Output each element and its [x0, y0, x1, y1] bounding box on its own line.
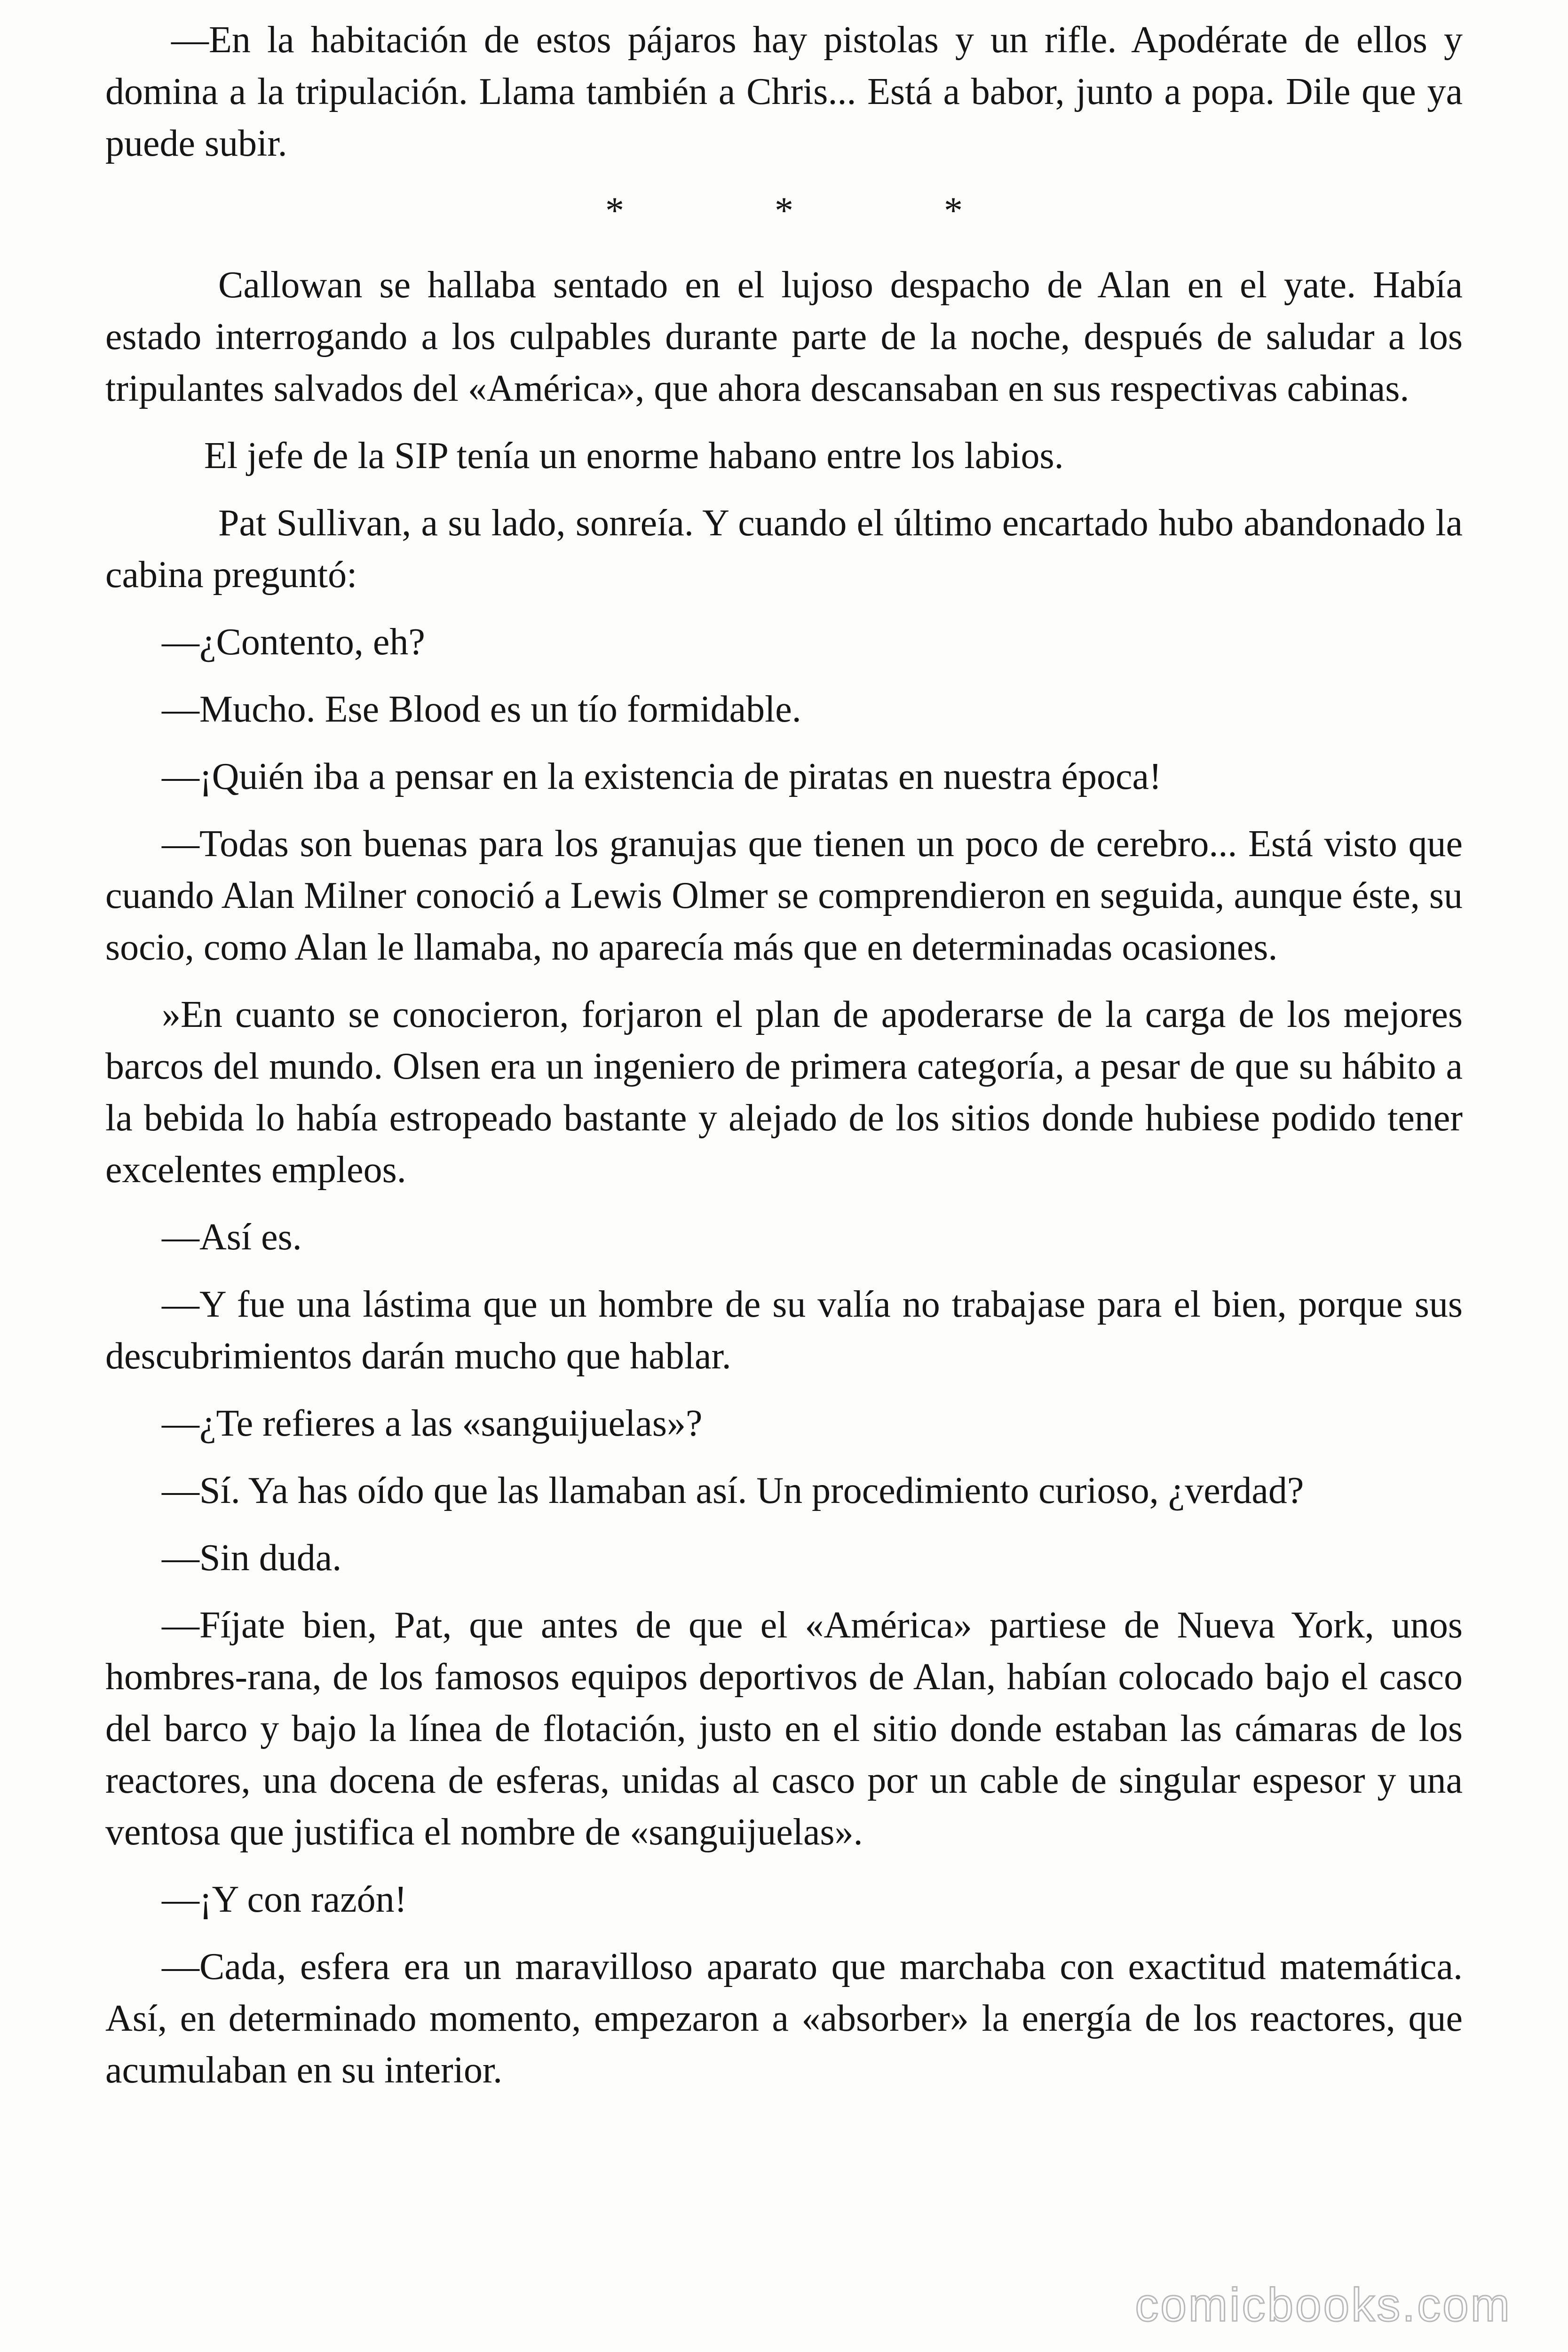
- section-separator: * * *: [605, 190, 1033, 231]
- paragraph: —Y fue una lástima que un hombre de su valía no trabajase para el bien, porque sus descubrimientos darán mucho que hablar.: [105, 1284, 1463, 1377]
- paragraph: —Todas son buenas para los granujas que tienen un poco de cerebro... Está visto que cuando Alan Milner conoció a Lewis Olmer se comprendieron en seguida, aunque éste, su socio, como Alan le llamaba, no aparecía más que en determinadas ocasiones.: [105, 823, 1463, 968]
- paragraph: Pat Sullivan, a su lado, sonreía. Y cuando el último encartado hubo abandonado la cabina preguntó:: [105, 502, 1463, 596]
- paragraph: —En la habitación de estos pájaros hay pistolas y un rifle. Apodérate de ellos y domina a la tripulación. Llama también a Chris... Está a babor, junto a popa. Dile que ya puede subir.: [105, 19, 1463, 164]
- paragraph: —Sin duda.: [162, 1537, 342, 1579]
- paragraph: —Sí. Ya has oído que las llamaban así. Un procedimiento curioso, ¿verdad?: [162, 1470, 1304, 1511]
- paragraph: Callowan se hallaba sentado en el lujoso despacho de Alan en el yate. Había estado interrogando a los culpables durante parte de la noche, después de saludar a los tripulantes salvados del «América», que ahora descansaban en sus respectivas cabinas.: [105, 264, 1463, 409]
- paragraph: El jefe de la SIP tenía un enorme habano entre los labios.: [204, 435, 1064, 477]
- paragraph: »En cuanto se conocieron, forjaron el plan de apoderarse de la carga de los mejores barcos del mundo. Olsen era un ingeniero de primera categoría, a pesar de que su hábito a la bebida lo había estropeado bastante y alejado de los sitios donde hubiese podido tener excelentes empleos.: [105, 994, 1463, 1191]
- paragraph: —¡Y con razón!: [162, 1879, 407, 1920]
- paragraph: —¿Contento, eh?: [162, 621, 425, 663]
- paragraph: —¿Te refieres a las «sanguijuelas»?: [162, 1403, 703, 1444]
- page-text: [105, 14, 1463, 2112]
- paragraph: —Cada, esfera era un maravilloso aparato que marchaba con exactitud matemática. Así, en determinado momento, empezaron a «absorber» la energía de los reactores, que acumulaban en su interior.: [105, 1946, 1463, 2091]
- paragraph: —Así es.: [162, 1216, 302, 1258]
- paragraph: —Mucho. Ese Blood es un tío formidable.: [162, 689, 801, 730]
- paragraph: —Fíjate bien, Pat, que antes de que el «América» partiese de Nueva York, unos hombres-rana, de los famosos equipos deportivos de Alan, habían colocado bajo el casco del barco y bajo la línea de flotación, justo en el sitio donde estaban las cámaras de los reactores, una docena de esferas, unidas al casco por un cable de singular espesor y una ventosa que justifica el nombre de «sanguijuelas».: [105, 1605, 1463, 1853]
- watermark-logo: comicbooks.com: [1135, 2279, 1512, 2331]
- paragraph: —¡Quién iba a pensar en la existencia de piratas en nuestra época!: [162, 756, 1162, 797]
